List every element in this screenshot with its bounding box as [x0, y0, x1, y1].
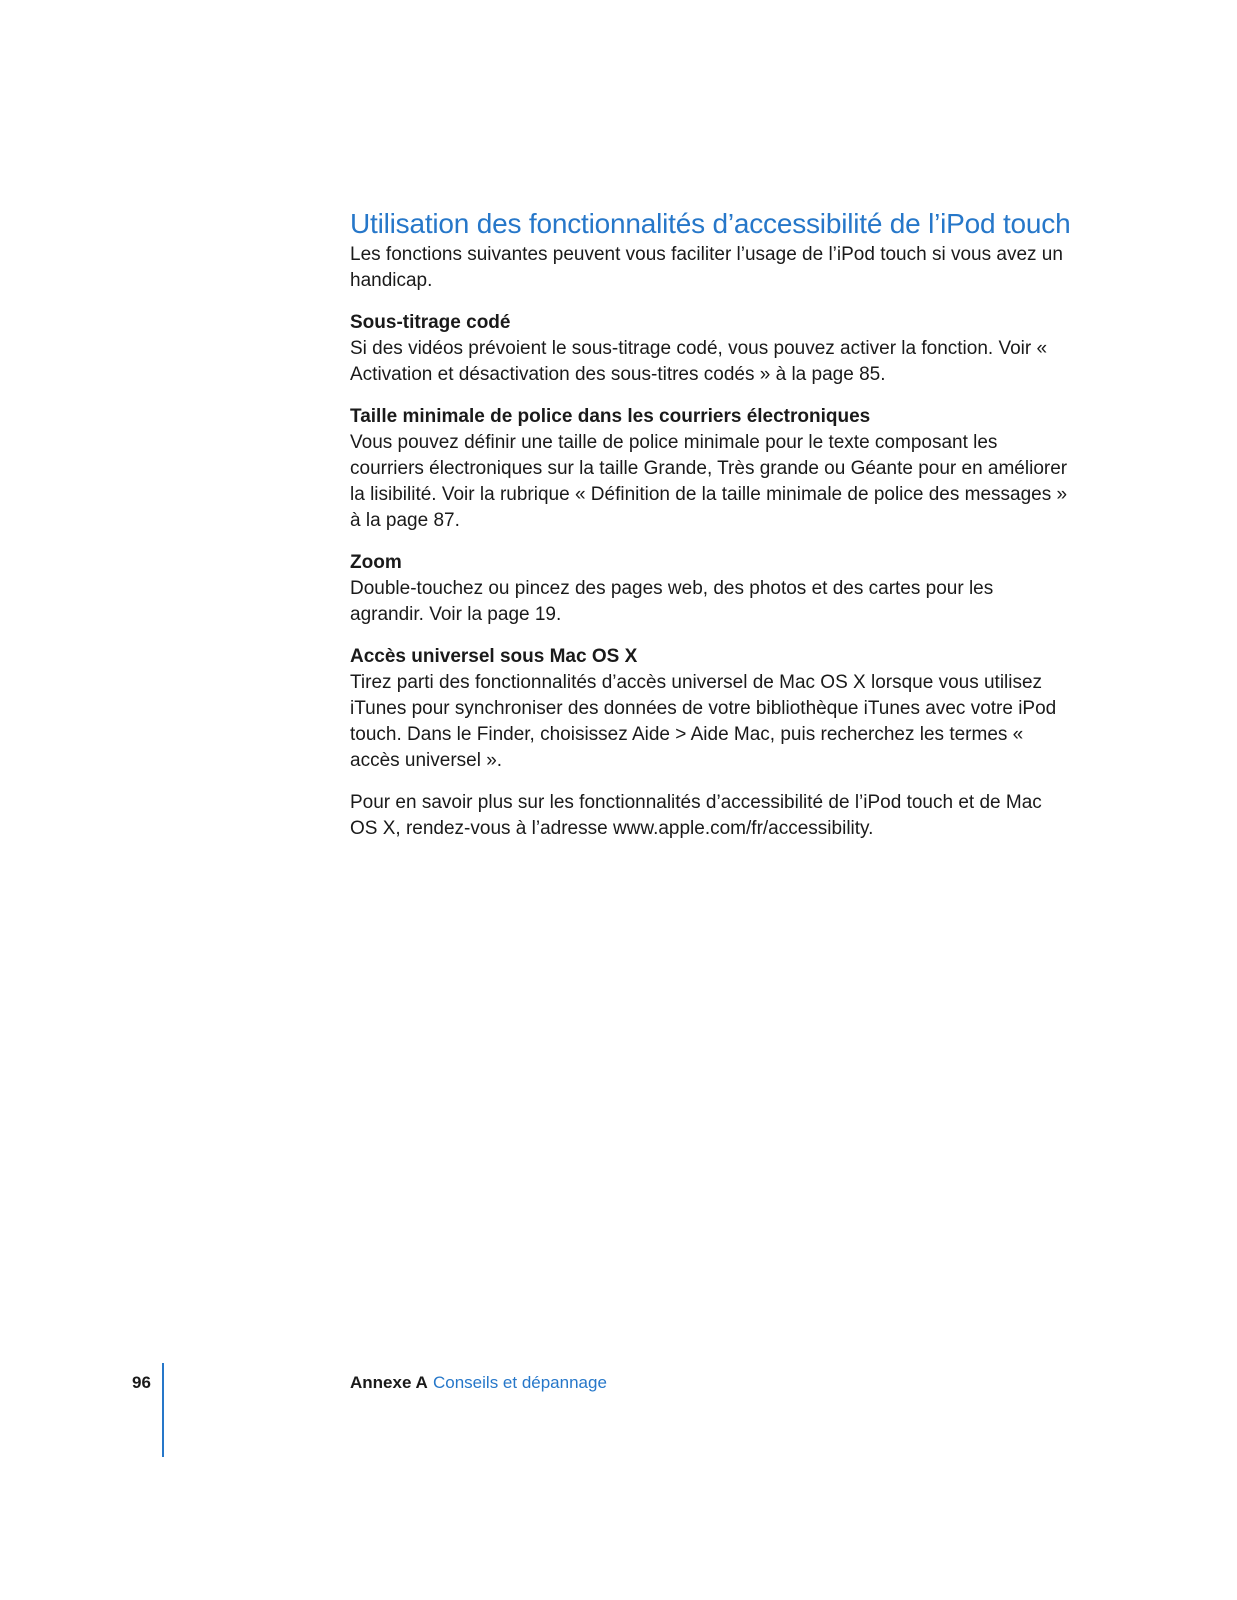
section-body: Si des vidéos prévoient le sous-titrage codé, vous pouvez activer la fonction. Voir « Activation et désactivation des sous-titres codés » à la page 85.: [350, 338, 1048, 385]
section-heading: Taille minimale de police dans les courriers électroniques: [350, 406, 871, 427]
section-heading: Accès universel sous Mac OS X: [350, 646, 638, 667]
page-title: Utilisation des fonctionnalités d’accessibilité de l’iPod touch: [350, 208, 1071, 239]
page-number: 96: [132, 1373, 151, 1392]
section-heading: Sous-titrage codé: [350, 312, 511, 333]
section-closed-captioning: [350, 310, 1070, 388]
closing-paragraph: Pour en savoir plus sur les fonctionnalités d’accessibilité de l’iPod touch et de Mac OS X, rendez-vous à l’adresse www.apple.com/fr/accessibility.: [350, 792, 1042, 839]
section-body: Tirez parti des fonctionnalités d’accès universel de Mac OS X lorsque vous utilisez iTunes pour synchroniser des données de votre bibliothèque iTunes avec votre iPod touch. Dans le Finder, choisissez Aide > Aide Mac, puis recherchez les termes « accès universel ».: [350, 672, 1057, 771]
section-minimum-font-size: [350, 404, 1070, 534]
section-universal-access: [350, 644, 1070, 774]
main-content: [350, 206, 1070, 842]
footer-annex-label: Annexe A: [350, 1373, 428, 1392]
section-body: Vous pouvez définir une taille de police minimale pour le texte composant les courriers électroniques sur la taille Grande, Très grande ou Géante pour en améliorer la lisibilité. Voir la rubrique « Définition de la taille minimale de police des messages » à la page 87.: [350, 432, 1068, 531]
footer-divider: [162, 1363, 164, 1457]
page-footer: [0, 1372, 1237, 1462]
section-zoom: [350, 550, 1070, 628]
intro-paragraph: Les fonctions suivantes peuvent vous faciliter l’usage de l’iPod touch si vous avez un handicap.: [350, 244, 1063, 291]
section-body: Double-touchez ou pincez des pages web, des photos et des cartes pour les agrandir. Voir la page 19.: [350, 578, 994, 625]
footer-chapter-title: Conseils et dépannage: [433, 1373, 607, 1392]
section-heading: Zoom: [350, 552, 402, 573]
